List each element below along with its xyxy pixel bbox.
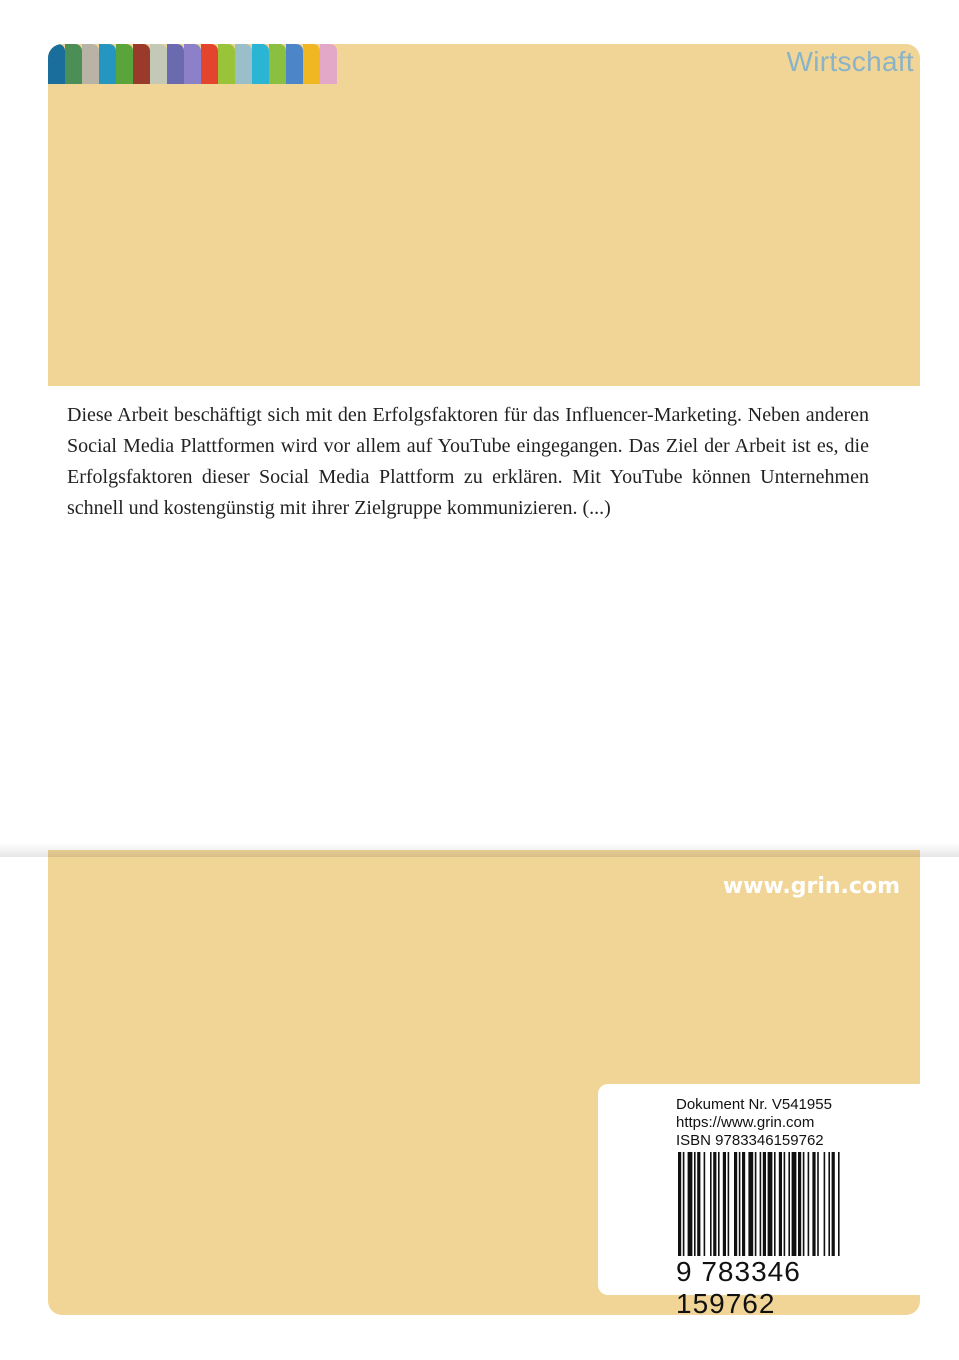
color-stripe bbox=[116, 44, 133, 84]
color-stripe bbox=[48, 44, 65, 84]
color-stripes bbox=[48, 44, 337, 84]
color-stripe bbox=[201, 44, 218, 84]
color-stripe bbox=[269, 44, 286, 84]
document-number: Dokument Nr. V541955 bbox=[676, 1096, 832, 1113]
barcode-info bbox=[676, 1096, 832, 1150]
color-stripe bbox=[99, 44, 116, 84]
color-stripe bbox=[150, 44, 167, 84]
publisher-url: https://www.grin.com bbox=[676, 1114, 815, 1131]
barcode-digits: 9 783346 159762 bbox=[676, 1256, 801, 1315]
fold-shadow bbox=[0, 843, 959, 857]
color-stripe bbox=[82, 44, 99, 84]
color-stripe bbox=[133, 44, 150, 84]
top-color-band bbox=[48, 44, 920, 386]
color-stripe bbox=[235, 44, 252, 84]
website-label: www.grin.com bbox=[722, 874, 900, 899]
color-stripe bbox=[184, 44, 201, 84]
book-cover bbox=[48, 44, 920, 1315]
color-stripe bbox=[252, 44, 269, 84]
barcode-icon bbox=[678, 1152, 898, 1256]
color-stripe bbox=[303, 44, 320, 84]
barcode-panel bbox=[598, 1084, 920, 1315]
color-stripe bbox=[65, 44, 82, 84]
color-stripe bbox=[167, 44, 184, 84]
category-label: Wirtschaft bbox=[786, 46, 914, 77]
color-stripe bbox=[286, 44, 303, 84]
color-stripe bbox=[320, 44, 337, 84]
bottom-color-band bbox=[48, 850, 920, 1315]
isbn-label: ISBN 9783346159762 bbox=[676, 1132, 824, 1149]
color-stripe bbox=[218, 44, 235, 84]
book-description: Diese Arbeit beschäftigt sich mit den Erfolgsfaktoren für das Influencer-Marketing. Neben anderen Social Media Plattformen wird vor allem auf YouTube eingegangen. Das Ziel der Arbeit ist es, die Erfolgsfaktoren dieser Social Media Plattform zu erklären. Mit YouTube können Unternehmen schnell und kostengünstig mit ihrer Zielgruppe kommunizieren. (...) bbox=[67, 404, 869, 519]
